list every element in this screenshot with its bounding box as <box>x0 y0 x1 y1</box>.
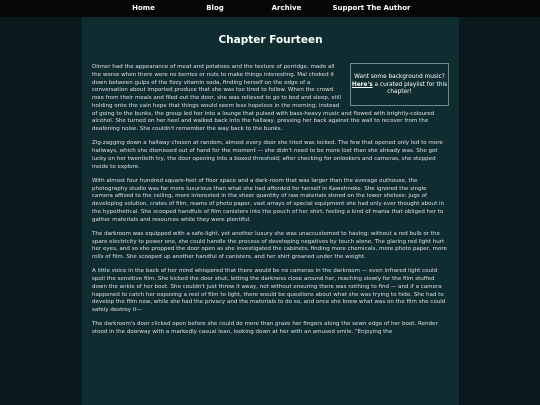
nav-support-author-link[interactable]: Support The Author <box>332 4 411 12</box>
music-box-suffix: a curated playlist for this chapter! <box>372 81 448 96</box>
chapter-paragraph: Dinner had the appearance of meat and potatoes and the texture of porridge, made all the worse when there were no berries or nuts to make things interesting. Mal choked it down between gulps of the fizzy vitamin soda, finding herself on the edge of a conversation about imported produce that she was too tired to follow. When the crowd rose from their meals and filed out the door, she was relieved to go to bed and sleep, still holding onto the vain hope that things would seem less hopeless in the morning; instead of going to the bunks, the group led her into a lounge that pulsed with bass-heavy music and flowed with brightly-coloured alcohol. She turned on her heel and walked back into the hallway, pressing her back against the wall to recover from the deafening noise. She couldn't remember the way back to the bunks. <box>92 64 435 132</box>
nav-blog-link[interactable]: Blog <box>206 4 224 12</box>
chapter-paragraph: The darkroom was equipped with a safe-light, yet another luxury she was unaccustomed to having: without a red bulb or the spare electricity to power one, she could handle the process of developing negatives by touch alone. The glaring red light hurt her eyes, and so she propped the door open as she investigated the cabinets, finding more chemicals, more photo paper, more rolls of film. She scooped up another handful of canisters, and her shirt groaned under the weight. <box>92 230 447 260</box>
playlist-link[interactable]: Here's <box>351 81 373 88</box>
chapter-paragraph: A little voice in the back of her mind whispered that there would be no cameras in the darkroom — even infrared light could spoil the sensitive film. She kicked the door shut, letting the darkness close around her, reaching slowly for the film stuffed down the ankle of her boot. She couldn't just throw it away, not without ensuring there was nothing to find — and if a camera happened to catch her exposing a reel of film to light, there would be questions about what she was trying to hide. She had to develop the film now, while she had the privacy and the materials to do so, and once she knew what was on the film she could safely destroy it— <box>92 268 446 313</box>
chapter-paragraph: Zig-zagging down a hallway chosen at random, almost every door she tried was locked. The few that opened only led to more hallways, which she dismissed out of hand for the moment — she didn't need to be more lost than she already was. She got lucky on her twentieth try, the door opening into a boxed threshold; after checking for onlookers and cameras, she stepped inside to explore. <box>92 140 443 170</box>
chapter-page <box>82 17 459 405</box>
chapter-content <box>82 64 459 337</box>
background-music-box <box>350 63 449 106</box>
chapter-paragraph: With almost four hundred square-feet of floor space and a dark-room that was larger than the average outhouse, the photography studio was far more luxurious than what she had afforded for herself in Kawehnoke. She ignored the single camera affixed to the ceiling, more interested in the sheer quantity of raw materials stored on the lower shelves: jugs of developing solution, crates of film, reams of photo paper, vast arrays of special equipment she had only ever thought about in the hypothetical. She scooped handfuls of film canisters into the pouch of her shirt, feeling a kind of mania that obliged her to gather materials and resources while they were plentiful. <box>92 177 445 223</box>
chapter-paragraph: The darkroom's door clicked open before she could do more than graze her fingers along the sewn edge of her boot. Render stood in the doorway with a markedly casual lean, looking down at her with an amused smile. "Enjoying the <box>92 321 438 335</box>
chapter-title: Chapter Fourteen <box>218 34 323 46</box>
nav-archive-link[interactable]: Archive <box>271 4 302 12</box>
nav-home-link[interactable]: Home <box>132 4 155 12</box>
music-box-prefix: Want some background music? <box>354 74 445 80</box>
top-navigation <box>0 0 540 17</box>
